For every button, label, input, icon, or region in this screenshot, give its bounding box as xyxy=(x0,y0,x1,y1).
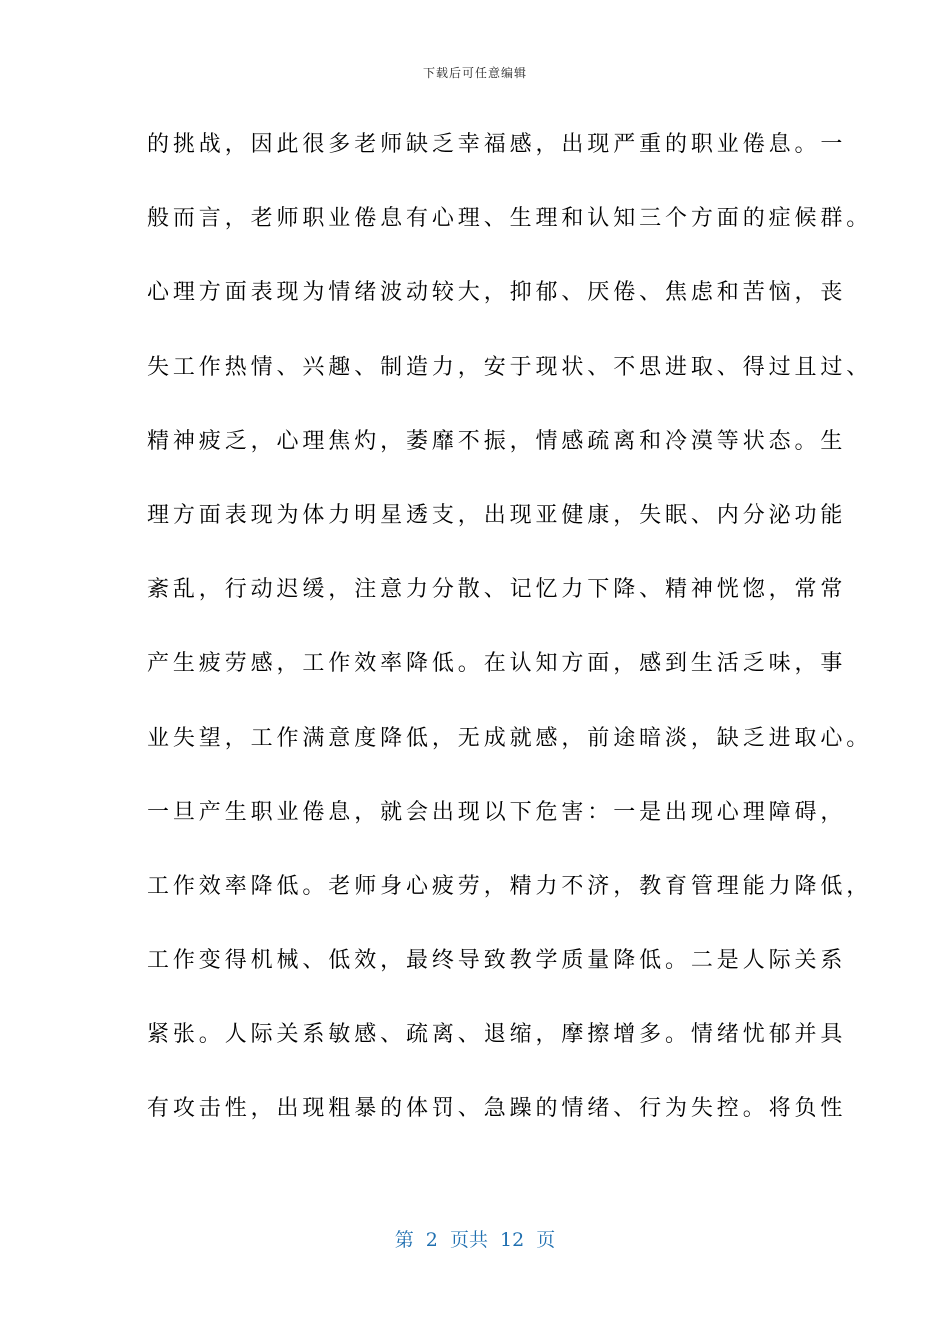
text-line: 一旦产生职业倦息，就会出现以下危害：一是出现心理障碍， xyxy=(147,799,847,825)
text-line: 般而言，老师职业倦息有心理、生理和认知三个方面的症候群。 xyxy=(147,206,873,232)
text-line: 紧张。人际关系敏感、疏离、退缩，摩擦增多。情绪忧郁并具 xyxy=(147,1022,847,1048)
text-line: 工作变得机械、低效，最终导致教学质量降低。二是人际关系 xyxy=(147,948,847,974)
text-line: 产生疲劳感，工作效率降低。在认知方面，感到生活乏味，事 xyxy=(147,651,847,677)
page-number-footer: 第 2 页共 12 页 xyxy=(394,1229,556,1251)
text-line: 紊乱，行动迟缓，注意力分散、记忆力下降、精神恍惚，常常 xyxy=(147,577,847,603)
text-line: 业失望，工作满意度降低，无成就感，前途暗淡，缺乏进取心。 xyxy=(147,725,873,751)
text-line: 心理方面表现为情绪波动较大，抑郁、厌倦、焦虑和苦恼，丧 xyxy=(147,280,847,306)
text-line: 失工作热情、兴趣、制造力，安于现状、不思进取、得过且过、 xyxy=(147,354,873,380)
text-line: 的挑战，因此很多老师缺乏幸福感，出现严重的职业倦息。一 xyxy=(147,132,847,157)
text-line: 精神疲乏，心理焦灼，萎靡不振，情感疏离和冷漠等状态。生 xyxy=(147,428,847,454)
text-line: 理方面表现为体力明星透支，出现亚健康，失眠、内分泌功能 xyxy=(147,502,847,528)
text-line: 有攻击性，出现粗暴的体罚、急躁的情绪、行为失控。将负性 xyxy=(147,1096,847,1122)
page-header: 下载后可任意编辑 xyxy=(422,66,527,80)
text-line: 工作效率降低。老师身心疲劳，精力不济，教育管理能力降低， xyxy=(147,873,873,899)
document-body xyxy=(147,122,873,1161)
